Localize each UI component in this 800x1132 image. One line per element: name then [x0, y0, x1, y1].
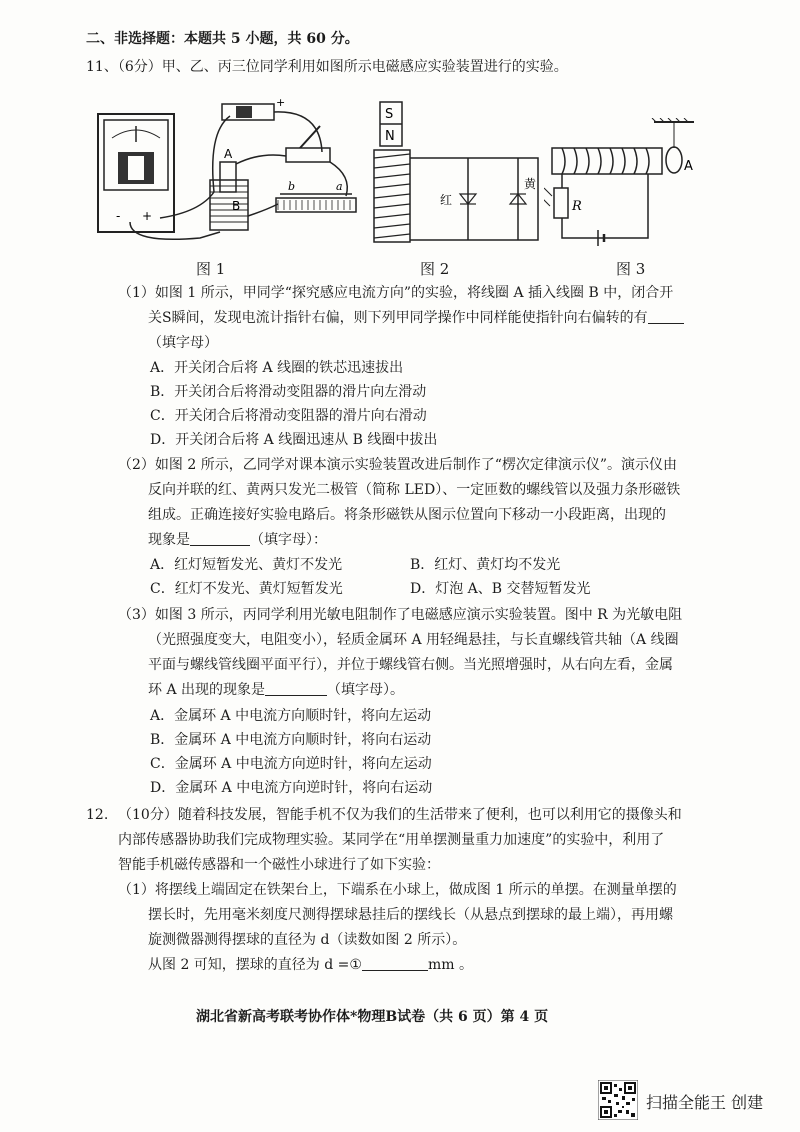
- q12-p1-line2: 摆长时，先用毫米刻度尺测得摆球悬挂后的摆线长（从悬点到摆球的最上端），再用螺: [148, 907, 673, 923]
- q11-p3-line4: 环 A 出现的现象是 （填字母）。: [148, 682, 405, 698]
- q11-p3-line1: （3）如图 3 所示，丙同学利用光敏电阻制作了电磁感应演示实验装置。图中 R 为光敏电阻: [118, 607, 683, 623]
- q11-p1-line3: （填字母）: [148, 335, 218, 351]
- figure-1-diagram: [90, 92, 360, 252]
- q12-p1-line3: 旋测微器测得摆球的直径为 d（读数如图 2 所示）。: [148, 932, 467, 948]
- q11-stem: 11、（6分）甲、乙、丙三位同学利用如图所示电磁感应实验装置进行的实验。: [86, 59, 568, 75]
- section-title: 二、非选择题：本题共 5 小题，共 60 分。: [86, 31, 359, 47]
- q11-p3-option-b: B．金属环 A 中电流方向顺时针，将向右运动: [150, 732, 432, 748]
- fig2-n-pole: N: [385, 129, 395, 144]
- q11-p2-line1: （2）如图 2 所示，乙同学对课本演示实验装置改进后制作了“楞次定律演示仪”。演示仪由: [118, 457, 678, 473]
- fig2-yellow-led-label: 黄: [524, 177, 537, 191]
- fig1-coil-a-label: A: [224, 147, 233, 161]
- q12-line3: 智能手机磁传感器和一个磁性小球进行了如下实验：: [118, 857, 440, 873]
- q11-p2-answer-blank: [190, 531, 250, 546]
- fig3-ring-a-label: A: [684, 159, 693, 174]
- q11-p1-option-c: C．开关闭合后将滑动变阻器的滑片向右滑动: [150, 408, 427, 424]
- fig1-plus-left: +: [142, 209, 153, 223]
- q11-p2-option-a: A．红灯短暂发光、黄灯不发光: [150, 557, 343, 573]
- q12-p1-line4: 从图 2 可知，摆球的直径为 d =① mm 。: [148, 957, 473, 973]
- q11-p1-line1: （1）如图 1 所示，甲同学“探究感应电流方向”的实验，将线圈 A 插入线圈 B 中，闭合开: [118, 285, 674, 301]
- fig1-minus: -: [116, 209, 121, 223]
- fig1-rheostat-a: a: [336, 180, 343, 193]
- fig1-plus-battery: +: [276, 96, 286, 109]
- page-footer: 湖北省新高考联考协作体*物理B试卷（共 6 页）第 4 页: [196, 1009, 549, 1025]
- q11-p2-line2: 反向并联的红、黄两只发光二极管（简称 LED）、一定匝数的螺线管以及强力条形磁铁: [148, 482, 681, 498]
- q11-p3-line2: （光照强度变大，电阻变小），轻质金属环 A 用轻绳悬挂，与长直螺线管共轴（A 线圈: [148, 632, 679, 648]
- scan-badge-text: 扫描全能王 创建: [646, 1093, 764, 1112]
- qr-code-icon: [598, 1080, 638, 1120]
- q11-p1-option-b: B．开关闭合后将滑动变阻器的滑片向左滑动: [150, 384, 427, 400]
- q11-p2-option-b: B．红灯、黄灯均不发光: [410, 557, 561, 573]
- q11-p2-option-d: D．灯泡 A、B 交替短暂发光: [410, 581, 591, 597]
- q11-p1-option-a: A．开关闭合后将 A 线圈的铁芯迅速拔出: [150, 360, 404, 376]
- fig1-rheostat-b: b: [288, 180, 296, 193]
- q11-p2-line4: 现象是 （填字母）：: [148, 532, 327, 548]
- q11-p1-line2: 关S瞬间，发现电流计指针右偏，则下列甲同学操作中同样能使指针向右偏转的有: [148, 309, 684, 327]
- q12-line2: 内部传感器协助我们完成物理实验。某同学在“用单摆测量重力加速度”的实验中，利用了: [118, 832, 665, 848]
- q11-p3-option-c: C．金属环 A 中电流方向逆时针，将向左运动: [150, 756, 432, 772]
- q11-p3-option-d: D．金属环 A 中电流方向逆时针，将向右运动: [150, 780, 433, 796]
- q11-p3-option-a: A．金属环 A 中电流方向顺时针，将向左运动: [150, 708, 432, 724]
- q11-p1-answer-blank: [648, 309, 684, 324]
- q12-p1-answer-blank: [362, 956, 428, 971]
- q11-p3-line3: 平面与螺线管线圈平面平行），并位于螺线管右侧。当光照增强时，从右向左看，金属: [148, 657, 673, 673]
- fig3-resistor-r-label: R: [572, 199, 582, 214]
- figure-3-caption: 图 3: [616, 260, 646, 278]
- q12-line1: （10分）随着科技发展，智能手机不仅为我们的生活带来了便利，也可以利用它的摄像头和: [118, 807, 682, 823]
- q11-p3-answer-blank: [265, 681, 327, 696]
- fig1-coil-b-label: B: [232, 199, 241, 213]
- figure-2-caption: 图 2: [420, 260, 450, 278]
- q11-p2-line3: 组成。正确连接好实验电路后。将条形磁铁从图示位置向下移动一小段距离，出现的: [148, 507, 666, 523]
- figure-3-diagram: [544, 118, 714, 248]
- q11-p1-option-d: D．开关闭合后将 A 线圈迅速从 B 线圈中拔出: [150, 432, 438, 448]
- q11-p2-option-c: C．红灯不发光、黄灯短暂发光: [150, 581, 343, 597]
- q12-p1-line1: （1）将摆线上端固定在铁架台上，下端系在小球上，做成图 1 所示的单摆。在测量单摆的: [118, 882, 677, 898]
- figure-1-caption: 图 1: [196, 260, 226, 278]
- figure-2-diagram: [368, 100, 548, 250]
- fig2-s-pole: S: [385, 107, 394, 122]
- q12-number: 12.: [86, 807, 109, 823]
- fig2-red-led-label: 红: [440, 193, 453, 207]
